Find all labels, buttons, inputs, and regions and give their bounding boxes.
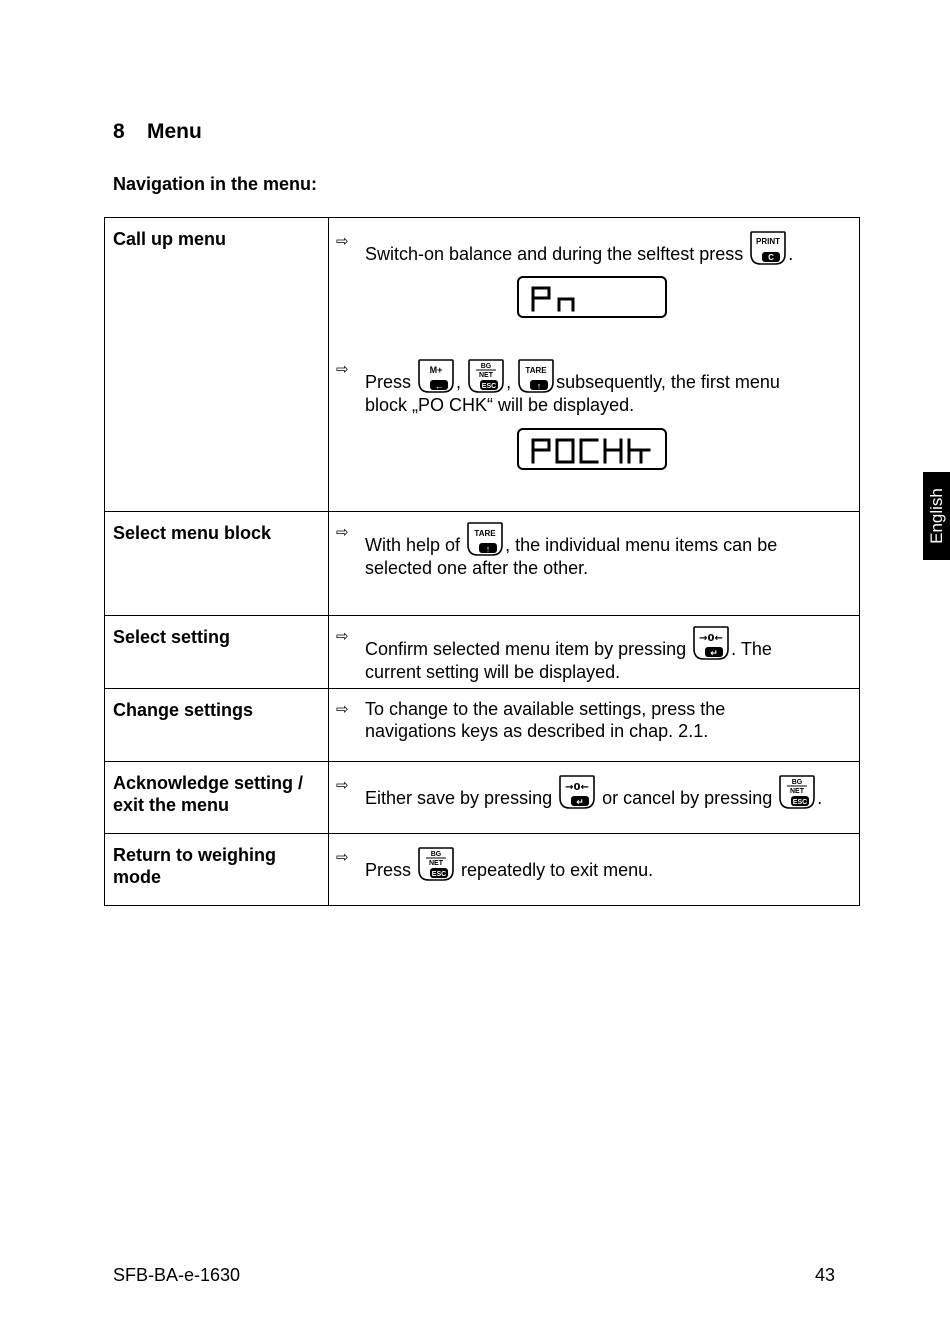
step-text: With help of: [365, 535, 461, 555]
arrow-icon: ⇨: [336, 233, 349, 250]
zero-key-icon: [558, 774, 596, 810]
tare-key-icon: [466, 521, 504, 557]
bgnet-key-icon: [778, 774, 816, 810]
zero-key-label: →0←: [699, 633, 724, 644]
bgnet-key-label-1: BG: [791, 779, 803, 786]
bgnet-key-label-2: NET: [790, 788, 805, 795]
row-label: Call up menu: [113, 229, 227, 249]
language-tab: [923, 472, 950, 560]
mplus-key-sub: ←: [434, 381, 444, 391]
step-text: Press: [365, 372, 412, 392]
row-label-cell: [105, 616, 329, 689]
footer-doc-id: SFB-BA-e-1630: [113, 1265, 241, 1285]
bgnet-key-sub: ESC: [431, 871, 447, 878]
bgnet-key-label-2: NET: [479, 372, 494, 379]
print-key-icon: [749, 230, 787, 266]
step-text-end: .: [788, 244, 794, 264]
row-content-cell: [329, 834, 860, 906]
display-pn: [517, 276, 667, 318]
row-label: [105, 762, 328, 816]
tare-key-label: TARE: [474, 529, 496, 538]
row-label: [105, 834, 328, 888]
row-label-line2: mode: [113, 867, 162, 887]
tare-key-icon: [517, 358, 555, 394]
row-label-line1: Return to weighing: [113, 845, 276, 865]
display-pochk: [517, 428, 667, 470]
menu-navigation-table: [104, 217, 860, 906]
step-text: subsequently, the first menu: [556, 372, 780, 392]
row-label-cell: [105, 512, 329, 616]
step: [329, 625, 859, 683]
step: [329, 698, 859, 742]
row-content-cell: [329, 512, 860, 616]
step-text: Confirm selected menu item by pressing: [365, 639, 687, 659]
arrow-icon: ⇨: [336, 777, 349, 794]
bgnet-key-sub: ESC: [481, 383, 497, 390]
tare-key-label: TARE: [525, 366, 547, 375]
row-label: Select menu block: [113, 523, 272, 543]
table-row: [105, 689, 860, 762]
row-label-cell: [105, 218, 329, 512]
row-label: Select setting: [113, 627, 231, 647]
row-label-line2: exit the menu: [113, 795, 230, 815]
arrow-icon: ⇨: [336, 849, 349, 866]
row-label-cell: [105, 689, 329, 762]
step: [329, 521, 859, 579]
table-row: [105, 762, 860, 834]
step: [329, 774, 859, 810]
step-text-line2: selected one after the other.: [365, 558, 589, 578]
tare-key-sub: ↑: [536, 381, 542, 391]
row-content-cell: [329, 689, 860, 762]
section-heading: [113, 120, 202, 144]
step-text: Either save by pressing: [365, 788, 553, 808]
zero-key-sub: ↵: [710, 649, 718, 659]
step-text: Switch-on balance and during the selftest press: [365, 244, 744, 264]
tare-key-sub: ↑: [485, 544, 491, 554]
step-text: Press: [365, 860, 412, 880]
arrow-icon: ⇨: [336, 701, 349, 718]
row-label-cell: [105, 834, 329, 906]
step-text: . The: [731, 639, 772, 659]
table-row: [105, 218, 860, 512]
row-content-cell: [329, 762, 860, 834]
zero-key-sub: ↵: [576, 798, 584, 808]
step-text-end: .: [817, 788, 823, 808]
row-label-cell: [105, 762, 329, 834]
bgnet-key-icon: [467, 358, 505, 394]
footer-page-number: 43: [815, 1265, 836, 1285]
step-text-line2: current setting will be displayed.: [365, 662, 621, 682]
step-text: or cancel by pressing: [602, 788, 773, 808]
step-text: To change to the available settings, press the: [365, 699, 726, 719]
separator: ,: [506, 372, 512, 392]
bgnet-key-label-1: BG: [480, 363, 492, 370]
step: [329, 358, 859, 416]
mplus-key-label: M+: [429, 365, 443, 375]
step-text: , the individual menu items can be: [505, 535, 778, 555]
bgnet-key-label-2: NET: [429, 860, 444, 867]
arrow-icon: ⇨: [336, 524, 349, 541]
print-key-sub: C: [768, 253, 775, 262]
section-title: Menu: [147, 120, 202, 143]
bgnet-key-label-1: BG: [430, 851, 442, 858]
display-pochk-glyphs: [529, 436, 659, 464]
step: [329, 846, 859, 882]
row-label: Change settings: [113, 700, 254, 720]
table-row: [105, 616, 860, 689]
table-row: [105, 512, 860, 616]
zero-key-label: →0←: [565, 782, 589, 793]
arrow-icon: ⇨: [336, 361, 349, 378]
display-pn-glyphs: [529, 284, 659, 312]
row-content-cell: [329, 616, 860, 689]
separator: ,: [456, 372, 462, 392]
table-row: [105, 834, 860, 906]
row-label-line1: Acknowledge setting /: [113, 773, 304, 793]
arrow-icon: ⇨: [336, 628, 349, 645]
bgnet-key-sub: ESC: [793, 799, 808, 806]
step: [329, 230, 859, 266]
step-text-line2: block „PO CHK“ will be displayed.: [365, 395, 635, 415]
mplus-key-icon: [417, 358, 455, 394]
step-text-line2: navigations keys as described in chap. 2.1.: [365, 721, 709, 741]
language-tab-label: English: [926, 488, 946, 544]
step-text: repeatedly to exit menu.: [461, 860, 654, 880]
subheading: Navigation in the menu:: [113, 174, 318, 194]
zero-key-icon: [692, 625, 730, 661]
row-content-cell: [329, 218, 860, 512]
section-number: 8: [113, 120, 125, 143]
print-key-label: PRINT: [756, 237, 781, 246]
bgnet-key-icon: [417, 846, 455, 882]
